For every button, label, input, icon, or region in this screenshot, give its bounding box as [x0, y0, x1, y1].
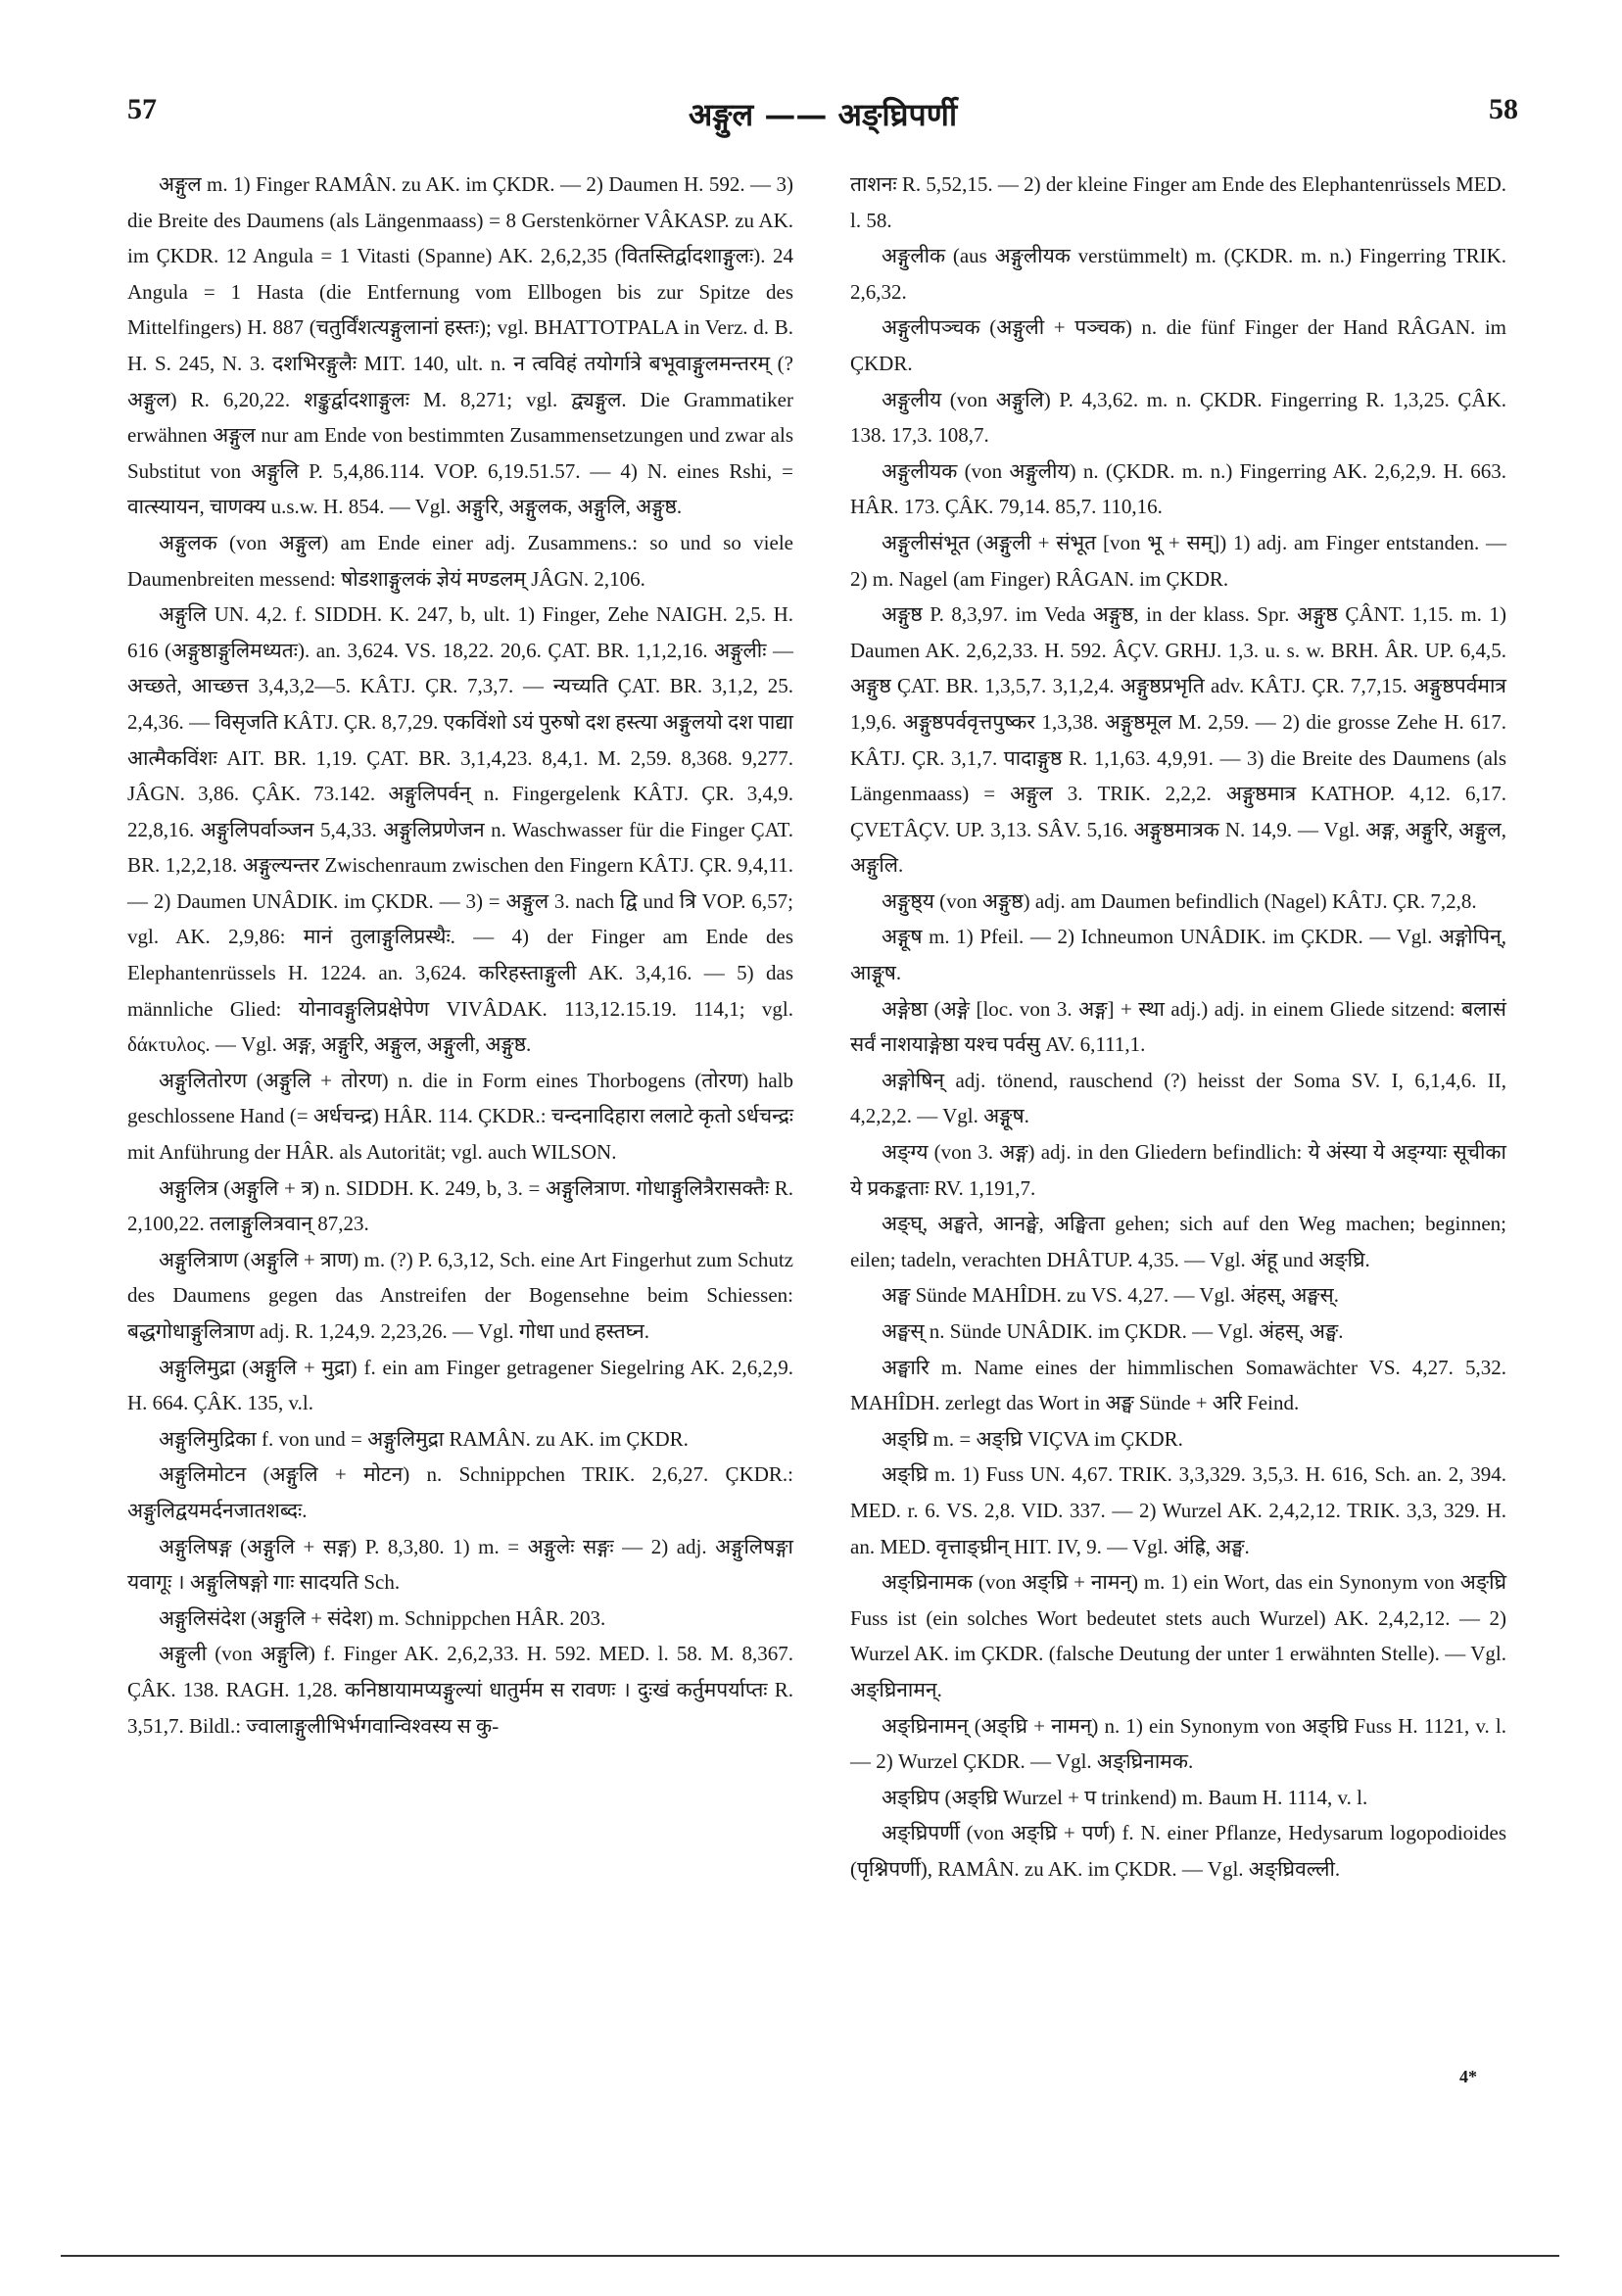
- entry: अङ्गुलिमुद्रिका f. von und = अङ्गुलिमुद्रा RAMÂN. zu AK. im ÇKDR.: [159, 1426, 689, 1451]
- left-column: [127, 167, 793, 1744]
- right-column: [850, 167, 1506, 1888]
- entry: अङ्गुल m. 1) Finger RAMÂN. zu AK. im ÇKDR. — 2) Daumen H. 592. — 3) die Breite des Daumens (als Längenmaass) = 8 Gerstenkörner VÂKASP. zu AK. im ÇKDR. 12 Angula = 1 Vitasti (Spanne) AK. 2,6,2,35 (वितस्तिर्द्वादशाङ्गुलः). 24 Angula = 1 Hasta (die Entfernung vom Ellbogen bis zur Spitze des Mittelfingers) H. 887 (चतुर्विंशत्यङ्गुलानां हस्तः); vgl. BHATTOTPALA in Verz. d. B. H. S. 245, N. 3. दशभिरङ्गुलैः MIT. 140, ult. n. न त्वविहं तयोर्गात्रे बभूवाङ्गुलमन्तरम् (?अङ्गुल) R. 6,20,22. शङ्कुर्द्वादशाङ्गुलः M. 8,271; vgl. द्व्यङ्गुल. Die Grammatiker erwähnen अङ्गुल nur am Ende von bestimmten Zusammensetzungen und zwar als Substitut von अङ्गुलि P. 5,4,86.114. VOP. 6,19.51.57. — 4) N. eines Rshi, = वात्स्यायन, चाणक्य u.s.w. H. 854. — Vgl. अङ्गुरि, अङ्गुलक, अङ्गुलि, अङ्गुष्ठ.: [127, 172, 793, 519]
- entry: अङ्गेष्ठा (अङ्गे [loc. von 3. अङ्ग] + स्था adj.) adj. in einem Gliede sitzend: बलासं सर्वं नाशयाङ्गेष्ठा यश्च पर्वसु AV. 6,111,1.: [850, 996, 1506, 1057]
- entry: अङ्घस् n. Sünde UNÂDIK. im ÇKDR. — Vgl. अंहस्, अङ्घ.: [882, 1319, 1344, 1343]
- entry: अङ्गुलीपञ्चक (अङ्गुली + पञ्चक) n. die fünf Finger der Hand RÂGAN. im ÇKDR.: [850, 315, 1506, 375]
- entry: अङ्गुष्ठ्य (von अङ्गुष्ठ) adj. am Daumen befindlich (Nagel) KÂTJ. ÇR. 7,2,8.: [882, 888, 1477, 913]
- left-page-number: 57: [127, 93, 157, 125]
- entry: अङ्घ्रि m. 1) Fuss UN. 4,67. TRIK. 3,3,329. 3,5,3. H. 616, Sch. an. 2, 394. MED. r. 6. VS. 2,8. VID. 337. — 2) Wurzel AK. 2,4,2,12. TRIK. 3,3, 329. H. an. MED. वृत्ताङ्घ्रीन् HIT. IV, 9. — Vgl. अंह्रि, अङ्घ.: [850, 1462, 1506, 1558]
- entry: अङ्गुलीसंभूत (अङ्गुली + संभूत [von भू + सम्]) 1) adj. am Finger entstanden. — 2) m. Nagel (am Finger) RÂGAN. im ÇKDR.: [850, 530, 1506, 591]
- entry: अङ्गुलिमुद्रा (अङ्गुलि + मुद्रा) f. ein am Finger getragener Siegelring AK. 2,6,2,9. H. 664. ÇÂK. 135, v.l.: [127, 1355, 793, 1415]
- entry: अङ्गुलि UN. 4,2. f. SIDDH. K. 247, b, ult. 1) Finger, Zehe NAIGH. 2,5. H. 616 (अङ्गुष्ठाङ्गुलिमध्यतः). an. 3,624. VS. 18,22. 20,6. ÇAT. BR. 1,1,2,16. अङ्गुलीः — अच्छते, आच्छत्त 3,4,3,2—5. KÂTJ. ÇR. 7,3,7. — न्यच्यति ÇAT. BR. 3,1,2, 25. 2,4,36. — विसृजति KÂTJ. ÇR. 8,7,29. एकविंशो ऽयं पुरुषो दश हस्त्या अङ्गुलयो दश पाद्या आत्मैकविंशः AIT. BR. 1,19. ÇAT. BR. 3,1,4,23. 8,4,1. M. 2,59. 8,368. 9,277. JÂGN. 3,86. ÇÂK. 73.142. अङ्गुलिपर्वन् n. Fingergelenk KÂTJ. ÇR. 3,4,9. 22,8,16. अङ्गुलिपर्वाञ्जन 5,4,33. अङ्गुलिप्रणेजन n. Waschwasser für die Finger ÇAT. BR. 1,2,2,18. अङ्गुल्यन्तर Zwischenraum zwischen den Fingern KÂTJ. ÇR. 9,4,11. — 2) Daumen UNÂDIK. im ÇKDR. — 3) = अङ्गुल 3. nach द्वि und त्रि VOP. 6,57; vgl. AK. 2,9,86: मानं तुलाङ्गुलिप्रस्थैः. — 4) der Finger am Ende des Elephantenrüssels H. 1224. an. 3,624. करिहस्ताङ्गुली AK. 3,4,16. — 5) das männliche Glied: योनावङ्गुलिप्रक्षेपेण VIVÂDAK. 113,12.15.19. 114,1; vgl. δάκτυλος. — Vgl. अङ्ग, अङ्गुरि, अङ्गुल, अङ्गुली, अङ्गुष्ठ.: [127, 602, 793, 1057]
- entry: अङ्घ्रि m. = अङ्घ्रि VIÇVA im ÇKDR.: [882, 1426, 1183, 1451]
- entry: अङ्गुलिसंदेश (अङ्गुलि + संदेश) m. Schnippchen HÂR. 203.: [159, 1605, 606, 1630]
- entry: अङ्गुलित्र (अङ्गुलि + त्र) n. SIDDH. K. 249, b, 3. = अङ्गुलित्राण. गोधाङ्गुलित्रैरासक्तैः R. 2,100,22. तलाङ्गुलित्रवान् 87,23.: [127, 1175, 793, 1236]
- bottom-rule: [61, 2255, 1559, 2257]
- entry: ताशनः R. 5,52,15. — 2) der kleine Finger am Ende des Elephantenrüssels MED. l. 58.: [850, 172, 1506, 232]
- entry: अङ्घ्रिनामक (von अङ्घ्रि + नामन्) m. 1) ein Wort, das ein Synonym von अङ्घ्रि Fuss ist (ein solches Wort bedeutet stets auch Wurzel) AK. 2,4,2,12. — 2) Wurzel AK. im ÇKDR. (falsche Deutung der unter 1 erwähnten Stelle). — Vgl. अङ्घ्रिनामन्.: [850, 1570, 1506, 1701]
- entry: अङ्गूष m. 1) Pfeil. — 2) Ichneumon UNÂDIK. im ÇKDR. — Vgl. अङ्गोपिन्, आङ्गूष.: [850, 925, 1506, 985]
- entry: अङ्गुलिषङ्ग (अङ्गुलि + सङ्ग) P. 8,3,80. 1) m. = अङ्गुलेः सङ्गः — 2) adj. अङ्गुलिषङ्गा यवागूः । अङ्गुलिषङ्गो गाः सादयति Sch.: [127, 1534, 793, 1595]
- entry: अङ्गुलित्राण (अङ्गुलि + त्राण) m. (?) P. 6,3,12, Sch. eine Art Fingerhut zum Schutz des Daumens gegen das Anstreifen der Bogensehne beim Schiessen: बद्धगोधाङ्गुलित्राण adj. R. 1,24,9. 2,23,26. — Vgl. गोधा und हस्तघ्न.: [127, 1247, 793, 1343]
- signature-mark: 4*: [1459, 2067, 1477, 2086]
- entry: अङ्गुष्ठ P. 8,3,97. im Veda अङ्गुष्ठ, in der klass. Spr. अङ्गुष्ठ ÇÂNT. 1,15. m. 1) Daumen AK. 2,6,2,33. H. 592. ÂÇV. GRHJ. 1,3. u. s. w. BRH. ÂR. UP. 6,4,5. अङ्गुष्ठ ÇAT. BR. 1,3,5,7. 3,1,2,4. अङ्गुष्ठप्रभृति adv. KÂTJ. ÇR. 7,7,15. अङ्गुष्ठपर्वमात्र 1,9,6. अङ्गुष्ठपर्ववृत्तपुष्कर 1,3,38. अङ्गुष्ठमूल M. 2,59. — 2) die grosse Zehe H. 617. KÂTJ. ÇR. 3,1,7. पादाङ्गुष्ठ R. 1,1,63. 4,9,91. — 3) die Breite des Daumens (als Längenmaass) = अङ्गुल 3. TRIK. 2,2,2. अङ्गुष्ठमात्र KATHOP. 4,12. 6,17. ÇVETÂÇV. UP. 3,13. SÂV. 5,16. अङ्गुष्ठमात्रक N. 14,9. — Vgl. अङ्ग, अङ्गुरि, अङ्गुल, अङ्गुलि.: [850, 602, 1506, 878]
- entry: अङ्गुली (von अङ्गुलि) f. Finger AK. 2,6,2,33. H. 592. MED. l. 58. M. 8,367. ÇÂK. 138. RAGH. 1,28. कनिष्ठायामप्यङ्गुल्यां धातुर्मम स रावणः । दुःखं कर्तुमपर्याप्तः R. 3,51,7. Bildl.: ज्वालाङ्गुलीभिर्भगवान्विश्वस्य स कु-: [127, 1642, 793, 1738]
- entry: अङ्घ्रिप (अङ्घ्रि Wurzel + प trinkend) m. Baum H. 1114, v. l.: [882, 1785, 1368, 1809]
- entry: अङ्घारि m. Name eines der himmlischen Somawächter VS. 4,27. 5,32. MAHÎDH. zerlegt das Wort in अङ्घ Sünde + अरि Feind.: [850, 1355, 1506, 1415]
- entry: अङ्घ्रिपर्णी (von अङ्घ्रि + पर्ण) f. N. einer Pflanze, Hedysarum logopodioides (पृश्निपर्णी), RAMÂN. zu AK. im ÇKDR. — Vgl. अङ्घ्रिवल्ली.: [850, 1821, 1506, 1881]
- running-title: अङ्गुल —— अङ्घ्रिपर्णी: [688, 96, 958, 133]
- entry: अङ्घ्रिनामन् (अङ्घ्रि + नामन्) n. 1) ein Synonym von अङ्घ्रि Fuss H. 1121, v. l. — 2) Wurzel ÇKDR. — Vgl. अङ्घ्रिनामक.: [850, 1713, 1506, 1774]
- page-header: [118, 93, 1528, 152]
- entry: अङ्गुलीक (aus अङ्गुलीयक verstümmelt) m. (ÇKDR. m. n.) Fingerring TRIK. 2,6,32.: [850, 244, 1506, 304]
- entry: अङ्घ्, अङ्घते, आनङ्घे, अङ्घिता gehen; sich auf den Weg machen; beginnen; eilen; tadeln, verachten DHÂTUP. 4,35. — Vgl. अंहू und अङ्घ्रि.: [850, 1212, 1506, 1271]
- entry: अङ्गुलीयक (von अङ्गुलीय) n. (ÇKDR. m. n.) Fingerring AK. 2,6,2,9. H. 663. HÂR. 173. ÇÂK. 79,14. 85,7. 110,16.: [850, 458, 1506, 519]
- entry: अङ्गुलितोरण (अङ्गुलि + तोरण) n. die in Form eines Thorbogens (तोरण) halb geschlossene Hand (= अर्धचन्द्र) HÂR. 114. ÇKDR.: चन्दनादिहारा ललाटे कृतो ऽर्धचन्द्रः mit Anführung der HÂR. als Autorität; vgl. auch WILSON.: [127, 1068, 793, 1165]
- entry: अङ्गोषिन् adj. tönend, rauschend (?) heisst der Soma SV. I, 6,1,4,6. II, 4,2,2,2. — Vgl. अङ्गूष.: [850, 1068, 1506, 1128]
- entry: अङ्गुलिमोटन (अङ्गुलि + मोटन) n. Schnippchen TRIK. 2,6,27. ÇKDR.: अङ्गुलिद्वयमर्दनजातशब्दः.: [127, 1462, 793, 1522]
- entry: अङ्गुलीय (von अङ्गुलि) P. 4,3,62. m. n. ÇKDR. Fingerring R. 1,3,25. ÇÂK. 138. 17,3. 108,7.: [850, 387, 1506, 448]
- right-page-number: 58: [1489, 93, 1518, 125]
- entry: अङ्ग्य (von 3. अङ्ग) adj. in den Gliedern befindlich: ये अंस्या ये अङ्ग्याः सूचीका ये प्रकङ्कताः RV. 1,191,7.: [850, 1140, 1506, 1200]
- entry: अङ्घ Sünde MAHÎDH. zu VS. 4,27. — Vgl. अंहस्, अङ्घस्.: [882, 1283, 1339, 1308]
- entry: अङ्गुलक (von अङ्गुल) am Ende einer adj. Zusammens.: so und so viele Daumenbreiten messend: षोडशाङ्गुलकं ज्ञेयं मण्डलम् JÂGN. 2,106.: [127, 530, 793, 591]
